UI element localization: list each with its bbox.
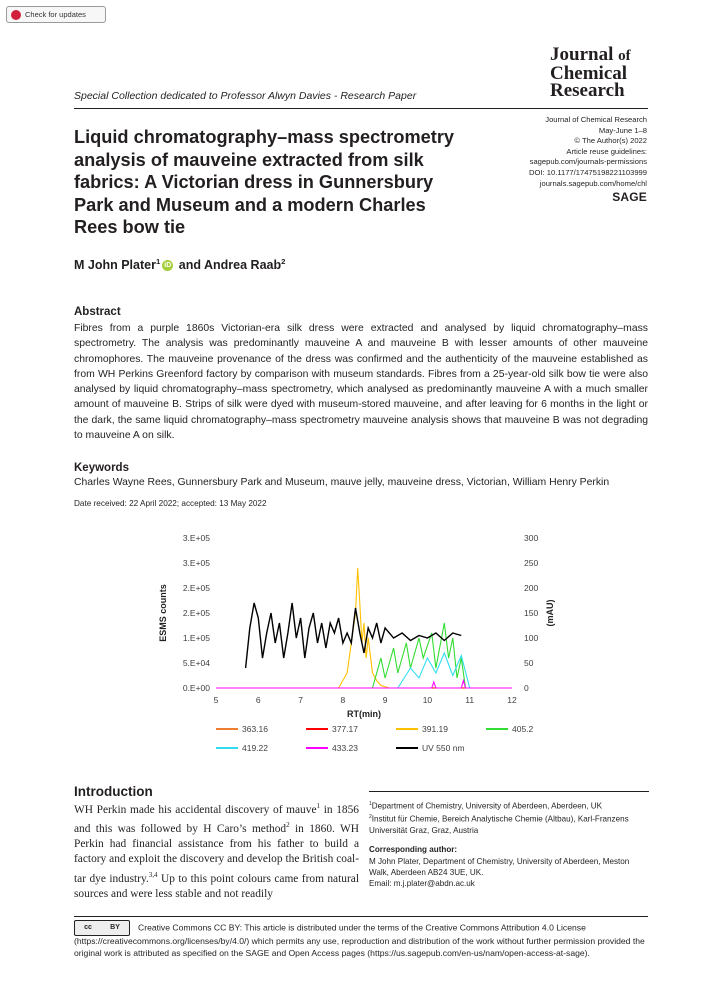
y-tick-label: 5.E+04 xyxy=(182,658,210,668)
journal-home-link[interactable]: journals.sagepub.com/home/chl xyxy=(539,178,647,188)
affiliations: $^1$Department of Chemistry, University of Aberdeen, Aberdeen, UK $^2$Institut für Chemie, Bereich Analytische Chemie (Altbau), Karl-Franzens Universität Graz, Graz, Austria Corresponding author: M John Plater, Department of Chemistry, University of Aberdeen, Meston Walk, Aberdeen AB24 3UE, UK. Email: m.j.plater@abdn.ac.uk xyxy=(369,799,649,889)
x-tick-label: 9 xyxy=(382,695,388,705)
permissions-link[interactable]: sagepub.com/journals-permissions xyxy=(529,157,647,167)
x-tick-label: 6 xyxy=(255,695,261,705)
abstract-text: Fibres from a purple 1860s Victorian-era silk dress were extracted and analysed by liquid chromatography–mass spectrometry. The analysis was predominantly mauveine A and mauveine B with lesser amounts of other mauveine chromophores. The mauveine provenance of the dress was confirmed and the authenticity of the mauveine established as from WH Perkins Greenford factory by comparison with museum standards. Fibres from a 25-year-old silk bow tie were also analysed by liquid chromatography–mass spectrometry, which analysed as predominantly mauveine A with a much smaller amount of mauveine B. Strips of silk were dyed with museum-stored mauveine, and after leaving for 6 months in the light or the dark, the same liquid chromatography–mass spectrometry mauveine analysis shows that mauveine B was not degrading to mauveine A on silk. xyxy=(74,323,648,442)
x-tick-label: 10 xyxy=(422,695,433,705)
legend-label: 377.17 xyxy=(332,724,358,734)
corresponding-heading: Corresponding author: xyxy=(369,845,458,855)
legend-label: UV 550 nm xyxy=(422,743,465,753)
keywords-text: Charles Wayne Rees, Gunnersbury Park and Museum, mauve jelly, mauveine dress, Victorian, William Henry Perkin xyxy=(74,477,610,488)
y2-tick-label: 0 xyxy=(524,683,529,693)
legend-label: 363.16 xyxy=(242,724,268,734)
y2-tick-label: 100 xyxy=(524,633,539,643)
y2-tick-label: 50 xyxy=(524,658,534,668)
corresponding-email[interactable]: Email: m.j.plater@abdn.ac.uk xyxy=(369,879,475,889)
y2-tick-label: 250 xyxy=(524,558,539,568)
x-tick-label: 11 xyxy=(465,695,475,705)
collection-label: Special Collection dedicated to Professor Alwyn Davies - Research Paper xyxy=(74,90,417,102)
article-dates: Date received: 22 April 2022; accepted: 13 May 2022 xyxy=(74,499,267,508)
x-axis-label: RT(min) xyxy=(347,709,381,719)
legend-label: 405.2 xyxy=(512,724,534,734)
article-title: Liquid chromatography–mass spectrometry analysis of mauveine extracted from silk fabrics: A Victorian dress in Gunnersbury Park and Museum and a modern Charles Rees bow tie xyxy=(74,127,455,237)
article-meta: Journal of Chemical Research May-June 1–8 © The Author(s) 2022 Article reuse guidelines: sagepub.com/journals-permissions DOI: 10.1177/17475198221103999 journals.sagepub.com/home/chl xyxy=(467,115,647,189)
check-for-updates-badge[interactable] xyxy=(6,6,106,23)
y2-tick-label: 300 xyxy=(524,533,539,543)
y2-axis-label: (mAU) xyxy=(545,599,555,627)
y-tick-label: 2.E+05 xyxy=(182,608,210,618)
intro-heading: Introduction xyxy=(74,784,153,799)
keywords-heading: Keywords xyxy=(74,462,129,474)
license-divider xyxy=(74,916,648,917)
series-line-uv-550-nm xyxy=(246,603,462,668)
y-tick-label: 3.E+05 xyxy=(182,558,210,568)
y-tick-label: 3.E+05 xyxy=(182,533,210,543)
y-axis-label: ESMS counts xyxy=(158,584,168,642)
corresponding-address: M John Plater, Department of Chemistry, University of Aberdeen, Meston Walk, Aberdeen AB24 3UE, UK. xyxy=(369,856,630,877)
legend-label: 433.23 xyxy=(332,743,358,753)
chromatogram-chart xyxy=(150,522,570,762)
y-tick-label: 2.E+05 xyxy=(182,583,210,593)
license-notice xyxy=(74,920,648,959)
y-tick-label: 1.E+05 xyxy=(182,633,210,643)
author-list: M John Plater$^1$ iD and Andrea Raab$^2$ xyxy=(74,257,286,273)
x-tick-label: 7 xyxy=(298,695,303,705)
journal-logo: Journal of Chemical Research xyxy=(550,44,631,101)
legend-label: 391.19 xyxy=(422,724,448,734)
header-divider xyxy=(74,108,648,109)
publisher-logo: SAGE xyxy=(612,190,647,204)
license-text: Creative Commons CC BY: This article is distributed under the terms of the Creative Commons Attribution 4.0 License (https://creativecommons.org/licenses/by/4.0/) which permits any use, reproduction and distribution of the work without further permission provided the original work is attributed as specified on the SAGE and Open Access pages (https://us.sagepub.com/en-us/nam/open-access-at-sage). xyxy=(74,922,645,958)
legend-label: 419.22 xyxy=(242,743,268,753)
doi-link[interactable]: DOI: 10.1177/17475198221103999 xyxy=(529,167,647,177)
y2-tick-label: 150 xyxy=(524,608,539,618)
badge-label: Check for updates xyxy=(25,10,86,19)
abstract-heading: Abstract xyxy=(74,306,121,318)
x-tick-label: 8 xyxy=(340,695,346,705)
x-tick-label: 12 xyxy=(507,695,517,705)
x-tick-label: 5 xyxy=(213,695,219,705)
y-tick-label: 0.E+00 xyxy=(182,683,210,693)
creative-commons-icon[interactable]: cc BY xyxy=(74,920,130,936)
update-icon xyxy=(11,10,21,20)
orcid-icon[interactable]: iD xyxy=(164,262,172,270)
affiliation-divider xyxy=(369,791,649,792)
series-line-391-19 xyxy=(339,568,390,688)
intro-text: WH Perkin made his accidental discovery of mauve$^1$ in 1856 and this was followed by H Caro’s method$^2$ in 1860. WH Perkin had financial assistance from his father to build a factory and exploit the discovery and develop the British coal-tar dye industry.$^{3,4}$ Up to this point colours came from natural sources and were less stable and not readily xyxy=(74,802,359,900)
y2-tick-label: 200 xyxy=(524,583,539,593)
